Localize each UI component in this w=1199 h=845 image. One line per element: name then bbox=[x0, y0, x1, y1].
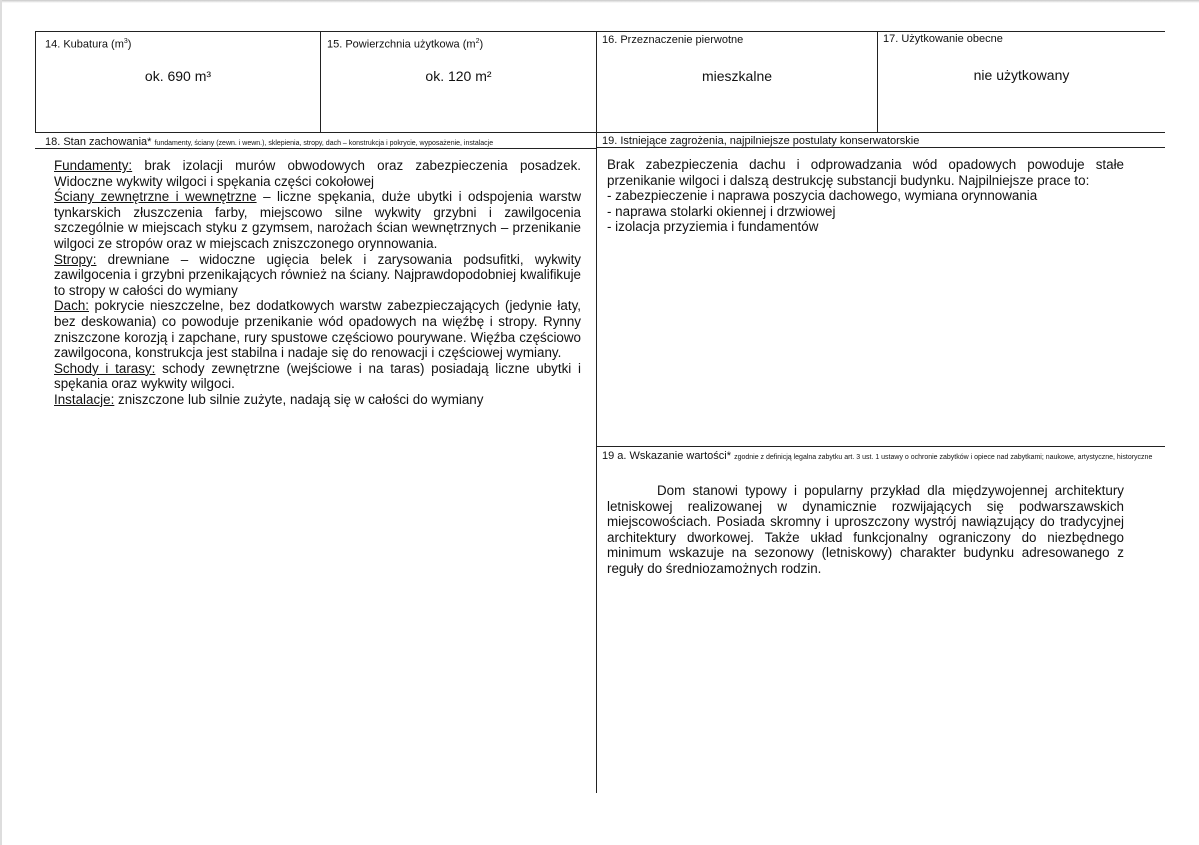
threats-intro: Brak zabezpieczenia dachu i odprowadzania wód opadowych powoduje stałe przenikanie wilgoci i dalszą destrukcję substancji budynku. Najpilniejsze prace to: bbox=[607, 157, 1124, 188]
preservation-state-text bbox=[54, 158, 581, 408]
item-walls: Ściany zewnętrzne i wewnętrzne – liczne spękania, duże ubytki i odspojenia warstw tynkarskich złuszczenia farby, miejscowo silne wykwity grzybni i zawilgocenia szczególnie w miejscach styku z gzymsem, narożach ścian wewnętrznych – przenikanie wilgoci ze stropów oraz w miejscach zniszczonego orynnowania. bbox=[54, 189, 581, 251]
cubature-value: ok. 690 m³ bbox=[144, 68, 212, 84]
list-item: - izolacja przyziemia i fundamentów bbox=[607, 219, 819, 235]
usable-area-label: 15. Powierzchnia użytkowa $(m^2)$ bbox=[327, 38, 484, 51]
row1-divider bbox=[35, 132, 1165, 133]
usable-area-value: ok. 120 m² bbox=[425, 68, 492, 84]
original-purpose-value: mieszkalne bbox=[701, 68, 773, 84]
col-divider-2 bbox=[596, 31, 597, 793]
threats-list bbox=[607, 188, 1124, 235]
list-item: - zabezpieczenie i naprawa poszycia dachowego, wymiana orynnowania bbox=[607, 188, 1038, 204]
threats-label: 19. Istniejące zagrożenia, najpilniejsze postulaty konserwatorskie bbox=[602, 135, 920, 147]
item-ceilings: Stropy: drewniane – widoczne ugięcia belek i zarysowania podsufitki, wykwity zawilgocenia i grzybni przenikających również na ściany. Najprawdopodobniej kwalifikuje to stropy w całości do wymiany bbox=[54, 251, 581, 298]
section19a-divider bbox=[597, 446, 1165, 447]
threats-text bbox=[607, 157, 1124, 235]
item-stairs: Schody i tarasy: schody zewnętrzne (wejściowe i na taras) posiadają liczne ubytki i spękania oraz wykwity wilgoci. bbox=[54, 360, 581, 392]
item-installations: Instalacje: zniszczone lub silnie zużyte, nadają się w całości do wymiany bbox=[54, 391, 484, 407]
value-indication-hint: zgodnie z definicją legalna zabytku art. 3 ust. 1 ustawy o ochronie zabytków i opiece nad zabytkami; naukowe, artystyczne, historyczne bbox=[734, 454, 1153, 461]
preservation-state-hint: fundamenty, ściany (zewn. i wewn.), sklepienia, stropy, dach – konstrukcja i pokrycie, wyposażenie, instalacje bbox=[154, 140, 494, 147]
preservation-state-label: 18. Stan zachowania* fundamenty, ściany (zewn. i wewn.), sklepienia, stropy, dach – konstrukcja i pokrycie, wyposażenie, instalacje bbox=[45, 136, 494, 148]
scan-top-shadow bbox=[0, 0, 1199, 3]
current-use-label: 17. Użytkowanie obecne bbox=[883, 33, 1003, 45]
cubature-label: 14. Kubatura $(m^3)$ bbox=[45, 38, 132, 51]
current-use-value: nie użytkowany bbox=[973, 67, 1070, 83]
value-indication-text: Dom stanowi typowy i popularny przykład dla międzywojennej architektury letniskowej realizowanej w dynamicznie rozwijających się podwarszawskich miejscowościach. Posiada skromny i uproszczony wystrój nawiązujący do tradycyjnej architektury dworkowej. Także układ funkcjonalny ograniczony do niezbędnego minimum wskazuje na sezonowy (letniskowy) charakter budynku adresowanego z reguły do średniozamożnych rodzin. bbox=[607, 483, 1124, 576]
top-border bbox=[35, 31, 1165, 32]
value-indication-label: 19 a. Wskazanie wartości* zgodnie z definicją legalna zabytku art. 3 ust. 1 ustawy o ochronie zabytków i opiece nad zabytkami; naukowe, artystyczne, historyczne bbox=[602, 450, 1153, 462]
item-roof: Dach: pokrycie nieszczelne, bez dodatkowych warstw zabezpieczających (jedynie łaty, bez deskowania) co powoduje przenikanie wód opadowych na więźbę i stropy. Rynny zniszczone korozją i zapchane, rury spustowe częściowo pourywane. Więźba częściowo zawilgocona, konstrukcja jest stabilna i nadaje się do renowacji i częściowej wymiany. bbox=[54, 298, 581, 361]
original-purpose-label: 16. Przeznaczenie pierwotne bbox=[602, 34, 744, 46]
scan-left-shadow bbox=[0, 0, 2, 845]
item-foundations: Fundamenty: brak izolacji murów obwodowych oraz zabezpieczenia posadzek. Widoczne wykwity wilgoci i spękania części cokołowej bbox=[54, 158, 581, 189]
list-item: - naprawa stolarki okiennej i drzwiowej bbox=[607, 203, 836, 219]
